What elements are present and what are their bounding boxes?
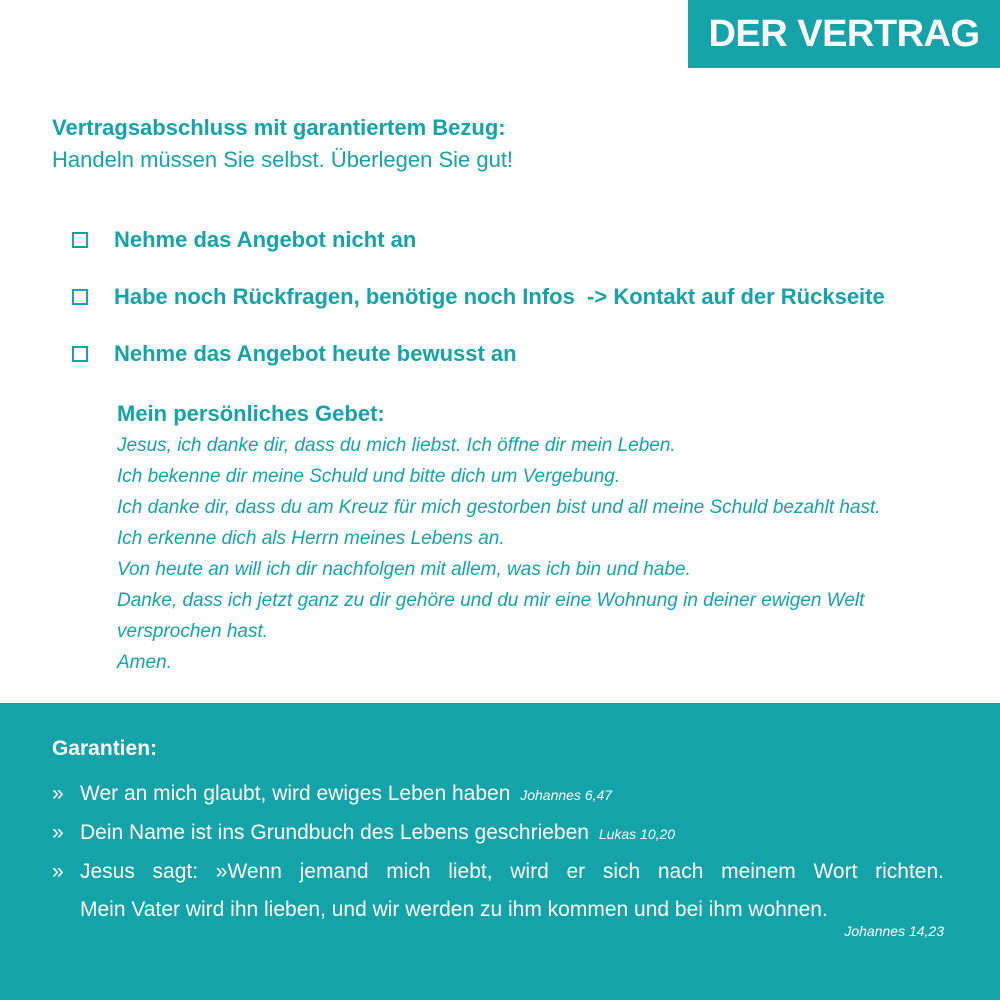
prayer-line: versprochen hast. (117, 621, 269, 642)
prayer-section (117, 398, 881, 678)
quote-line: Mein Vater wird ihn lieben, und wir werden zu ihm kommen und bei ihm wohnen. (80, 898, 828, 921)
guarantees-heading: Garantien: (52, 737, 158, 760)
prayer-heading: Mein persönliches Gebet: (117, 401, 385, 426)
guarantees-list (52, 775, 944, 939)
prayer-line: Jesus, ich danke dir, dass du mich liebst. Ich öffne dir mein Leben. (117, 435, 676, 456)
header-banner (688, 0, 1000, 68)
options-list (72, 224, 885, 395)
intro-heading: Vertragsabschluss mit garantiertem Bezug: (52, 115, 506, 140)
prayer-line: Danke, dass ich jetzt ganz zu dir gehöre und du mir eine Wohnung in deiner ewigen Welt (117, 590, 865, 611)
option-label: Nehme das Angebot heute bewusst an (114, 341, 517, 366)
guarantee-quote (80, 853, 944, 939)
bullet-glyph: » (52, 821, 64, 844)
intro-section (52, 112, 513, 176)
option-accept[interactable] (72, 338, 885, 370)
option-label: Nehme das Angebot nicht an (114, 227, 417, 252)
page-title: DER VERTRAG (708, 12, 980, 55)
option-label: Habe noch Rückfragen, benötige noch Infos -> Kontakt auf der Rückseite (114, 284, 885, 309)
prayer-line: Amen. (117, 652, 172, 673)
guarantee-text-wrap (80, 814, 944, 853)
prayer-line: Ich danke dir, dass du am Kreuz für mich gestorben bist und all meine Schuld bezahlt hast. (117, 497, 881, 518)
option-questions[interactable] (72, 281, 885, 313)
bible-reference: Johannes 14,23 (844, 923, 944, 939)
prayer-line: Ich bekenne dir meine Schuld und bitte dich um Vergebung. (117, 466, 621, 487)
prayer-line: Ich erkenne dich als Herrn meines Lebens an. (117, 528, 505, 549)
list-item (52, 814, 944, 853)
guarantee-text: Dein Name ist ins Grundbuch des Lebens geschrieben (80, 821, 589, 844)
option-decline[interactable] (72, 224, 885, 256)
guarantee-text-wrap (80, 775, 944, 814)
bible-reference: Johannes 6,47 (520, 787, 613, 803)
list-item (52, 853, 944, 939)
bullet-glyph: » (52, 782, 64, 805)
intro-subtext: Handeln müssen Sie selbst. Überlegen Sie gut! (52, 147, 514, 172)
guarantee-text: Wer an mich glaubt, wird ewiges Leben haben (80, 782, 511, 805)
quote-line: Jesus sagt: »Wenn jemand mich liebt, wird er sich nach meinem Wort richten. (80, 860, 944, 883)
checkbox-questions[interactable] (72, 289, 88, 305)
guarantees-section (0, 703, 1000, 1000)
prayer-line: Von heute an will ich dir nachfolgen mit allem, was ich bin und habe. (117, 559, 691, 580)
checkbox-decline[interactable] (72, 232, 88, 248)
bullet-glyph: » (52, 860, 64, 883)
list-item (52, 775, 944, 814)
checkbox-accept[interactable] (72, 346, 88, 362)
bible-reference: Lukas 10,20 (598, 826, 676, 842)
